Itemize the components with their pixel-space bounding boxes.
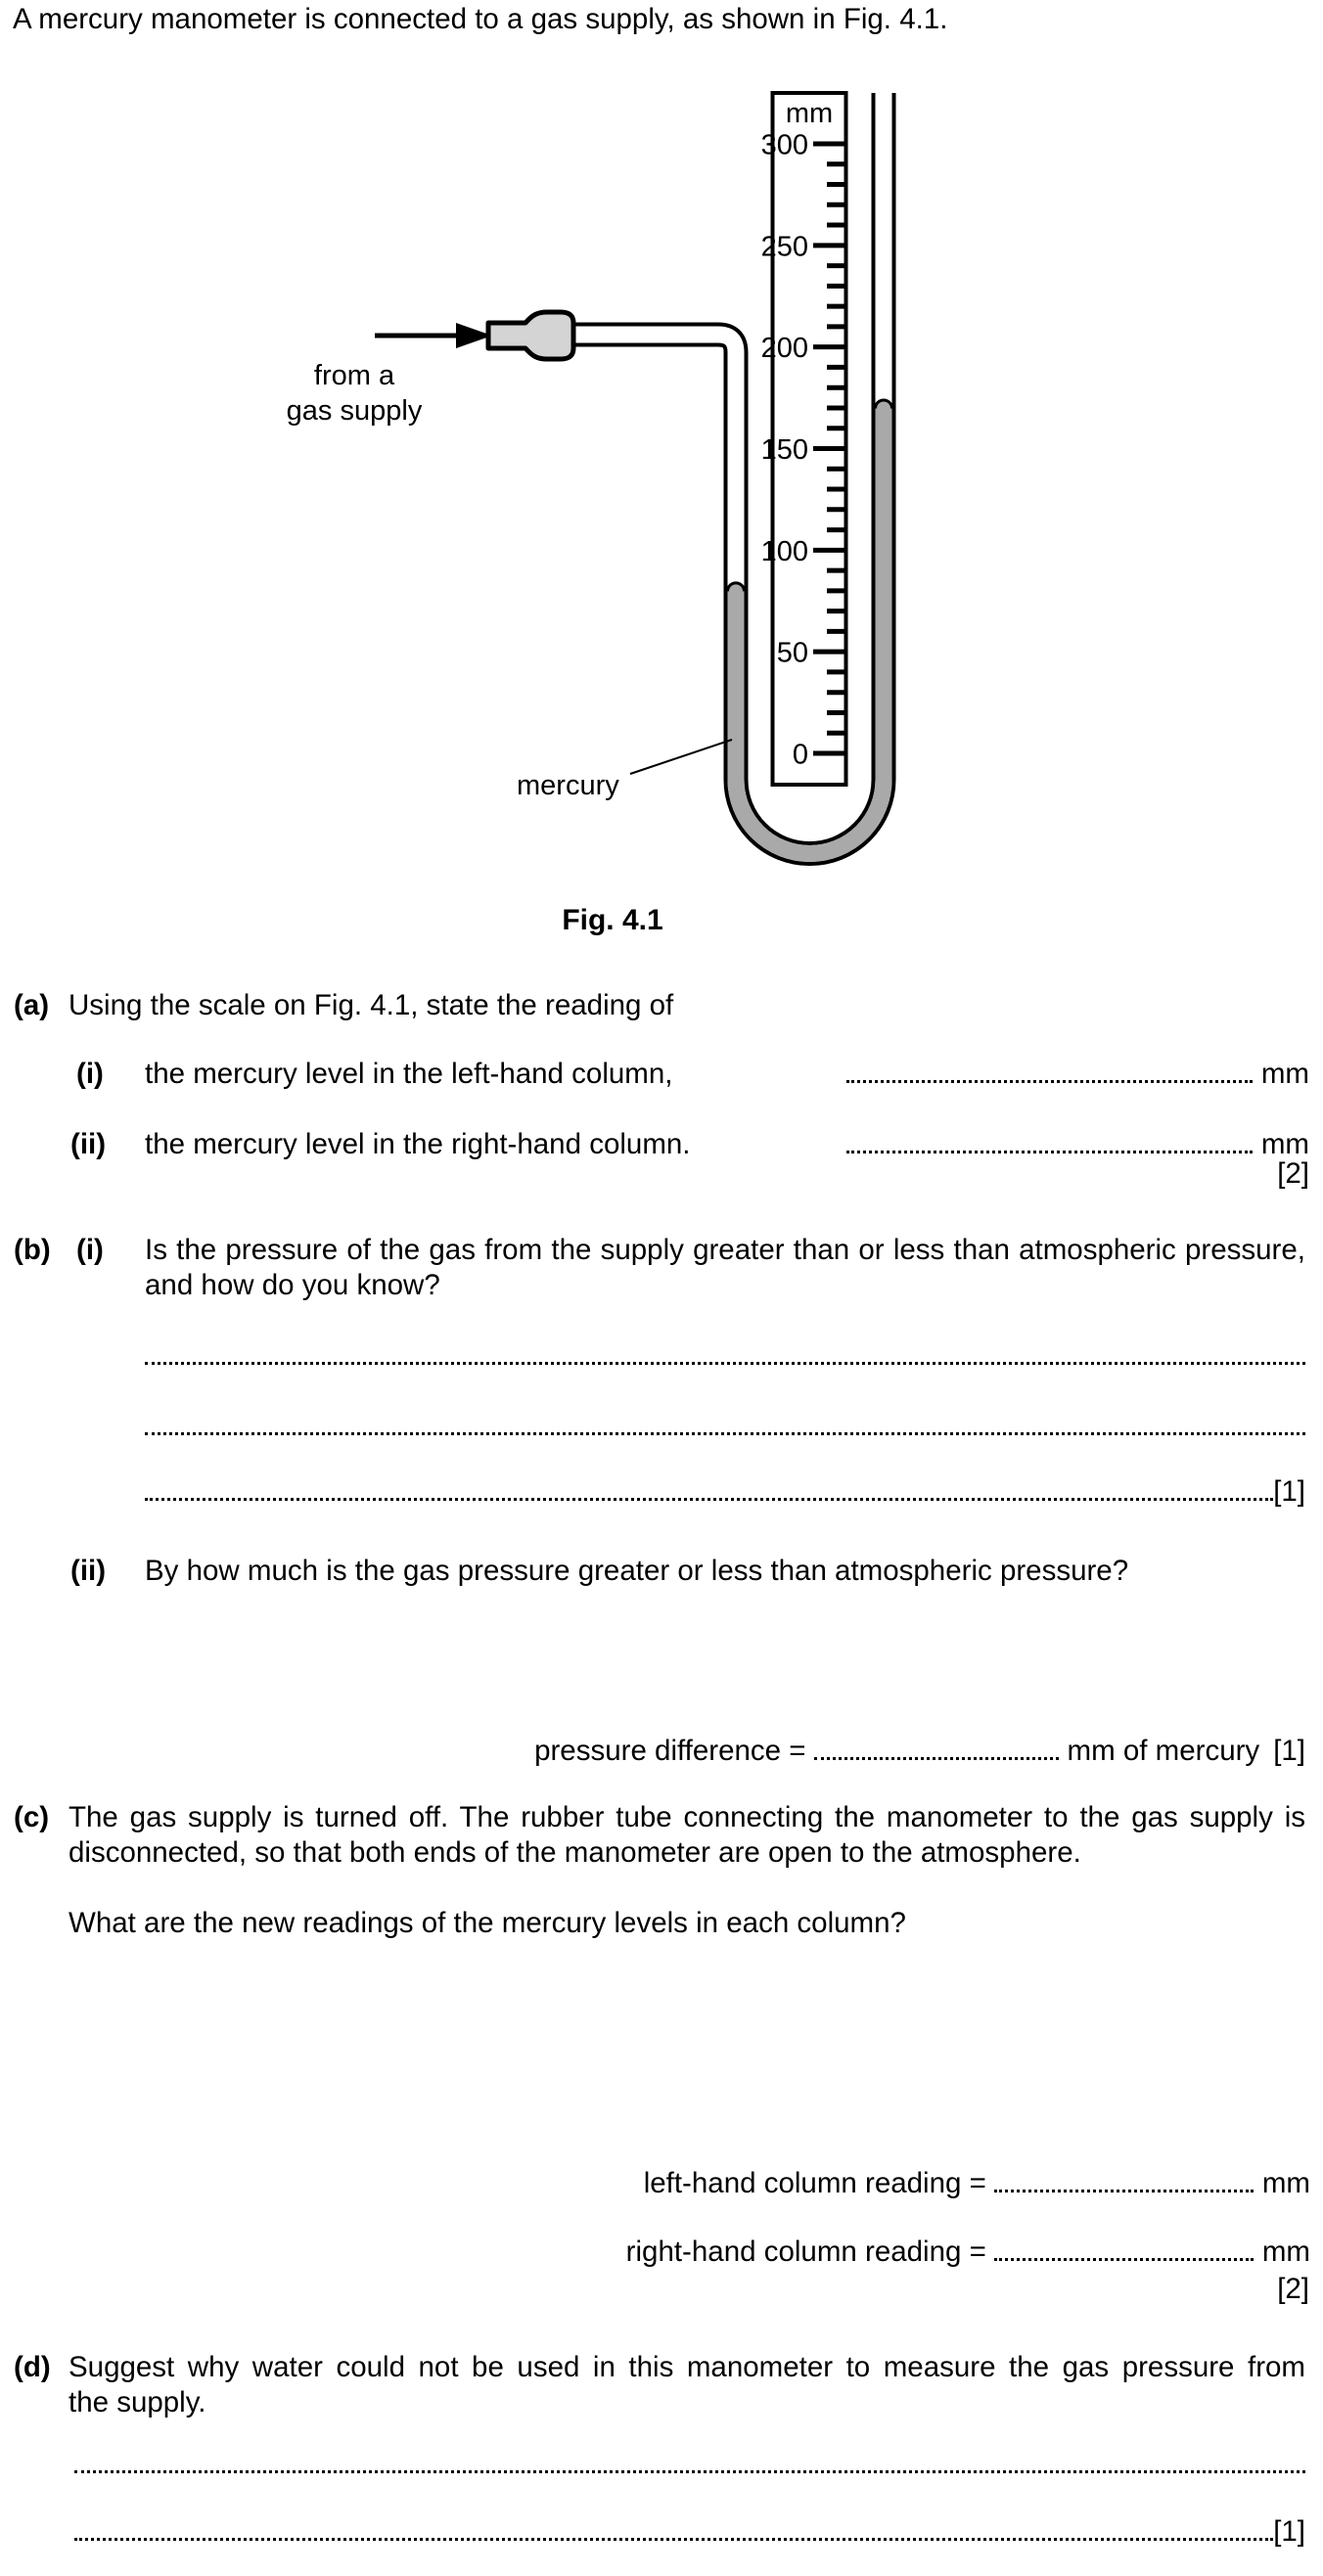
- q-b-i-marker: (i): [76, 1234, 104, 1266]
- rubber-connector: [488, 312, 573, 359]
- q-d-line1: Suggest why water could not be used in this manometer to measure the gas pressure from: [68, 2351, 1305, 2383]
- q-c-marks: [2]: [1277, 2273, 1309, 2305]
- svg-text:50: 50: [776, 637, 808, 669]
- answer-line-with-marks: [145, 1474, 1305, 1510]
- q-a-ii-marker: (ii): [70, 1128, 107, 1160]
- q-a-stem: Using the scale on Fig. 4.1, state the reading of: [68, 989, 674, 1021]
- answer-dots: [994, 2258, 1254, 2261]
- manometer-figure: [0, 39, 1323, 964]
- figure-caption: Fig. 4.1: [562, 904, 663, 936]
- answer-dots: [145, 1498, 1273, 1501]
- answer-label: left-hand column reading =: [643, 2167, 986, 2199]
- answer-unit: mm: [1260, 1058, 1309, 1090]
- answer-dots: [814, 1757, 1059, 1760]
- answer-line: [145, 1432, 1305, 1435]
- q-b-i-line2: and how do you know?: [145, 1269, 440, 1301]
- q-a-ii-answer-line: [839, 1127, 1309, 1162]
- answer-dots: [994, 2190, 1254, 2192]
- svg-text:250: 250: [760, 231, 808, 263]
- answer-line: [145, 1362, 1305, 1365]
- q-c-marker: (c): [14, 1801, 50, 1833]
- answer-dots: [846, 1080, 1253, 1083]
- answer-label: right-hand column reading =: [625, 2236, 986, 2268]
- answer-unit: mm: [1261, 2236, 1310, 2268]
- answer-line-with-marks: [74, 2514, 1305, 2550]
- mercury-label: mercury: [517, 770, 619, 801]
- q-b-marker: (b): [14, 1234, 51, 1266]
- q-b-ii-marker: (ii): [70, 1555, 107, 1587]
- q-b-i-marks: [1]: [1273, 1475, 1305, 1508]
- q-a-i-text: the mercury level in the left-hand column,: [145, 1058, 673, 1090]
- q-b-ii-marks: [1]: [1273, 1735, 1305, 1767]
- intro-text: A mercury manometer is connected to a gas supply, as shown in Fig. 4.1.: [13, 3, 948, 35]
- q-a-marks: [2]: [1277, 1157, 1309, 1190]
- q-c-right-answer-line: [626, 2235, 1310, 2270]
- mercury-pointer-line: [630, 740, 732, 774]
- answer-line: [74, 2470, 1305, 2473]
- q-a-i-marker: (i): [76, 1058, 104, 1090]
- answer-unit: mm: [1260, 1128, 1309, 1160]
- answer-dots: [846, 1151, 1253, 1153]
- svg-text:0: 0: [792, 739, 808, 771]
- gas-flow-arrow-icon: [375, 323, 492, 348]
- q-a-marker: (a): [14, 989, 50, 1021]
- answer-unit: mm of mercury: [1067, 1735, 1260, 1767]
- scale-unit-label: mm: [785, 98, 834, 129]
- q-a-ii-text: the mercury level in the right-hand column.: [145, 1128, 691, 1160]
- svg-text:150: 150: [760, 433, 808, 466]
- q-d-line2: the supply.: [68, 2386, 206, 2418]
- answer-dots: [74, 2538, 1273, 2541]
- q-d-marks: [1]: [1273, 2515, 1305, 2548]
- svg-text:300: 300: [760, 129, 808, 161]
- q-b-ii-text: By how much is the gas pressure greater or less than atmospheric pressure?: [145, 1555, 1129, 1587]
- q-c-left-answer-line: [644, 2166, 1310, 2201]
- q-c-question: What are the new readings of the mercury levels in each column?: [68, 1907, 906, 1939]
- q-c-line1: The gas supply is turned off. The rubber tube connecting the manometer to the gas supply is: [68, 1801, 1305, 1833]
- gas-supply-label-line1: from a: [313, 360, 395, 391]
- svg-text:200: 200: [760, 333, 808, 365]
- answer-unit: mm: [1261, 2167, 1310, 2199]
- answer-label: pressure difference =: [534, 1735, 806, 1767]
- gas-supply-label-line2: gas supply: [286, 395, 423, 427]
- svg-text:100: 100: [760, 535, 808, 567]
- q-b-ii-answer-line: [534, 1734, 1305, 1769]
- q-d-marker: (d): [14, 2351, 51, 2383]
- q-c-line2: disconnected, so that both ends of the manometer are open to the atmosphere.: [68, 1836, 1081, 1869]
- q-b-i-line1: Is the pressure of the gas from the supply greater than or less than atmospheric pressure,: [145, 1234, 1305, 1266]
- q-a-i-answer-line: [839, 1057, 1309, 1092]
